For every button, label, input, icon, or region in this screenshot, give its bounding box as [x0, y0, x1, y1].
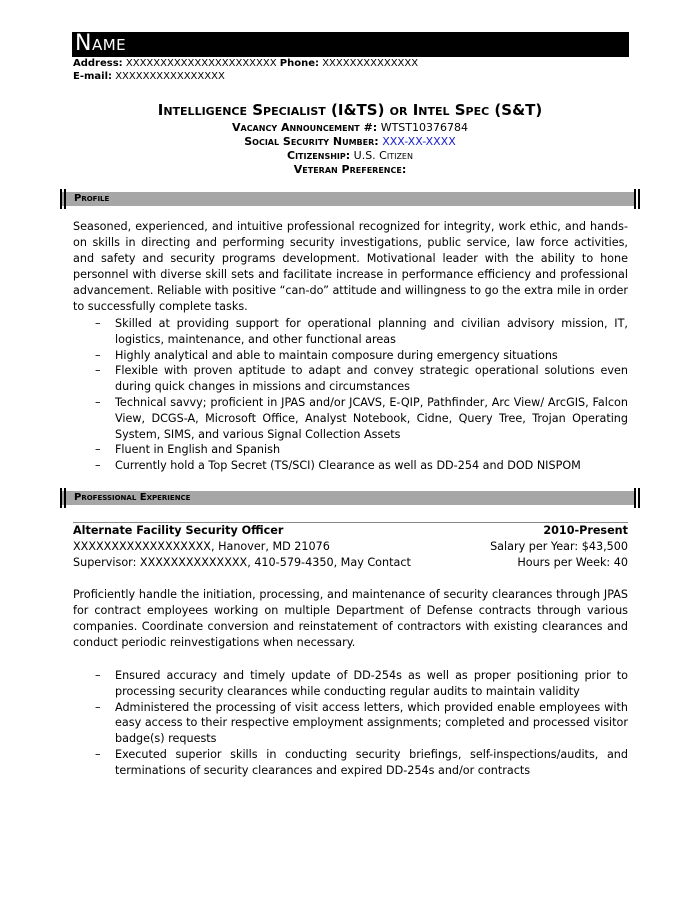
phone-value: XXXXXXXXXXXXXX	[322, 58, 419, 69]
job-summary: Proficiently handle the initiation, processing, and maintenance of security clearances through JPAS for contract employees working on multiple Department of Defense contracts through various companies. Coordinate conversion and reinstatement of contractors with existing clearances and conduct periodic reinvestigations when necessary.	[73, 588, 628, 649]
profile-section-bar	[62, 192, 636, 206]
list-item: – Ensured accuracy and timely update of DD-254s as well as proper positioning prior to processing security clearances while conducting regular audits to maintain validity	[95, 669, 628, 698]
profile-summary: Seasoned, experienced, and intuitive professional recognized for integrity, work ethic, and hands-on skills in directing and performing security investigations, public service, law force activities, and safety and security programs development. Motivational leader with the ability to hone personnel with diverse skill sets and facilitate increase in performance efficiency and professional advancement. Reliable with positive “can-do” attitude and willingness to go the extra mile in order to successfully complete tasks.	[73, 220, 628, 313]
citizenship-line	[0, 149, 700, 163]
job-bullet-list	[73, 668, 628, 779]
list-item: – Skilled at providing support for operational planning and civilian advisory mission, IT, logistics, maintenance, and other functional areas	[95, 317, 628, 346]
bar-left-rule	[60, 488, 62, 508]
list-item: – Flexible with proven aptitude to adapt and convey strategic operational solutions even during quick changes in missions and circumstances	[95, 364, 628, 394]
address-value: XXXXXXXXXXXXXXXXXXXXXX	[125, 58, 277, 69]
profile-bullet-list	[73, 316, 628, 474]
address-label: Address:	[73, 58, 123, 69]
name-banner	[72, 32, 629, 57]
candidate-name: Name	[75, 31, 127, 56]
bar-right-rule-2	[638, 189, 640, 209]
list-item: – Fluent in English and Spanish	[95, 443, 281, 457]
list-item: – Technical savvy; proficient in JPAS and/or JCAVS, E-QIP, Pathfinder, Arc View/ ArcGIS, Falcon View, DCGS-A, Microsoft Office, Analyst Notebook, Cidne, Query Tree, Trojan Operating System, SIMS, and various Signal Collection Assets	[95, 395, 628, 441]
veteran-line	[0, 163, 700, 177]
bar-left-rule	[60, 189, 62, 209]
email-value: XXXXXXXXXXXXXXXX	[115, 71, 225, 82]
job-employer: XXXXXXXXXXXXXXXXXX, Hanover, MD 21076	[73, 540, 330, 553]
bar-left-rule-2	[64, 488, 66, 508]
address-line	[73, 58, 418, 70]
bar-right-rule	[634, 488, 636, 508]
experience-section-bar	[62, 491, 636, 505]
profile-heading: Profile	[74, 193, 110, 204]
veteran-label: Veteran Preference:	[293, 163, 407, 176]
ssn-line	[0, 135, 700, 149]
bar-left-rule-2	[64, 189, 66, 209]
job-supervisor: Supervisor: XXXXXXXXXXXXXX, 410-579-4350, May Contact	[73, 556, 411, 569]
job-dates: 2010-Present	[543, 524, 628, 537]
phone-label: Phone:	[279, 58, 319, 69]
list-item: – Administered the processing of visit access letters, which provided enable employees with easy access to their respective employment assignments; completed and processed visitor badge(s) requests	[95, 700, 628, 746]
citizenship-label: Citizenship:	[287, 149, 351, 162]
job-hours: Hours per Week: 40	[517, 556, 628, 569]
job-salary: Salary per Year: $43,500	[490, 540, 628, 553]
job-title: Alternate Facility Security Officer	[73, 524, 284, 537]
list-item: – Highly analytical and able to maintain composure during emergency situations	[95, 348, 558, 362]
email-line	[73, 71, 225, 83]
vacancy-label: Vacancy Announcement #:	[231, 121, 378, 134]
email-label: E-mail:	[73, 71, 113, 82]
bar-right-rule	[634, 189, 636, 209]
vacancy-line	[0, 121, 700, 135]
ssn-label: Social Security Number:	[244, 135, 379, 148]
list-item: – Executed superior skills in conducting security briefings, self-inspections/audits, and terminations of security clearances and expired DD-254s and/or contracts	[95, 747, 628, 777]
experience-heading: Professional Experience	[74, 492, 191, 503]
bar-right-rule-2	[638, 488, 640, 508]
ssn-value: XXX-XX-XXXX	[382, 135, 456, 148]
position-title: Intelligence Specialist (I&TS) or Intel Spec (S&T)	[157, 101, 543, 119]
list-item: – Currently hold a Top Secret (TS/SCI) Clearance as well as DD-254 and DOD NISPOM	[95, 459, 581, 473]
vacancy-value: WTST10376784	[380, 121, 468, 134]
citizenship-value: U.S. Citizen	[353, 149, 413, 162]
